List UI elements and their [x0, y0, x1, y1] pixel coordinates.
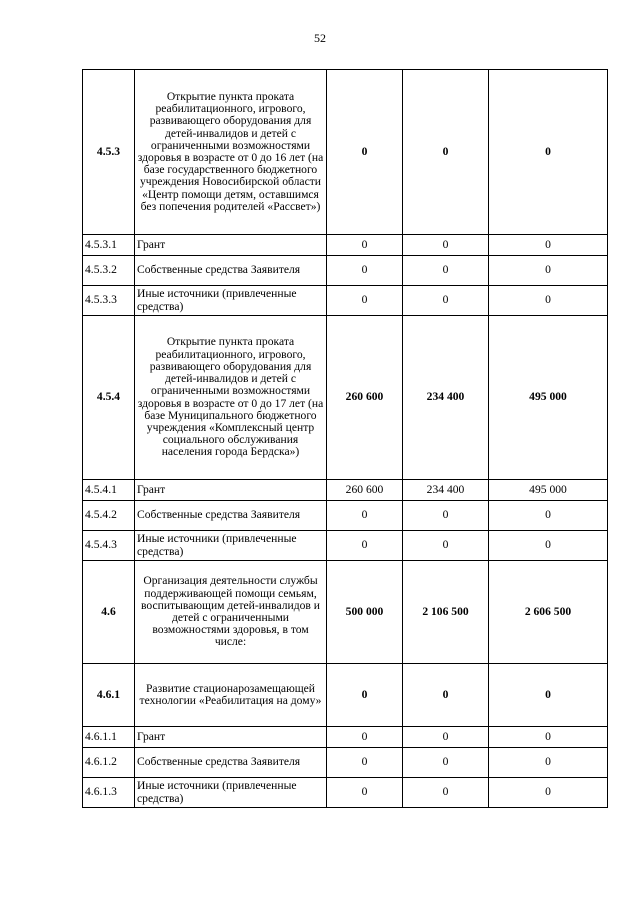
row-value-1: 0 [327, 286, 403, 316]
row-value-3: 495 000 [489, 316, 608, 480]
row-code: 4.6.1.1 [83, 727, 135, 748]
table-row [83, 664, 608, 727]
row-value-2: 0 [403, 727, 489, 748]
row-description: Грант [135, 727, 327, 748]
row-value-1: 0 [327, 778, 403, 808]
row-value-2: 0 [403, 501, 489, 531]
row-value-1: 260 600 [327, 480, 403, 501]
row-value-3: 495 000 [489, 480, 608, 501]
page-number: 52 [314, 31, 326, 45]
row-value-1: 0 [327, 748, 403, 778]
row-value-3: 0 [489, 748, 608, 778]
row-value-2: 0 [403, 664, 489, 727]
row-value-3: 0 [489, 501, 608, 531]
table-row [83, 256, 608, 286]
budget-table [82, 69, 608, 808]
table-row [83, 561, 608, 664]
table-row [83, 480, 608, 501]
row-value-2: 0 [403, 286, 489, 316]
table-row [83, 70, 608, 235]
row-value-3: 0 [489, 664, 608, 727]
row-value-2: 0 [403, 70, 489, 235]
row-value-2: 0 [403, 256, 489, 286]
row-description: Открытие пункта проката реабилитационного, игрового, развивающего оборудования для детей-инвалидов и детей с ограниченными возможностями здоровья в возрасте от 0 до 16 лет (на базе государственного бюджетного учреждения Новосибирской области «Центр помощи детям, оставшимся без попечения родителей «Рассвет») [135, 70, 327, 235]
row-code: 4.5.3 [83, 70, 135, 235]
row-value-3: 0 [489, 286, 608, 316]
row-value-2: 0 [403, 531, 489, 561]
row-description: Собственные средства Заявителя [135, 501, 327, 531]
row-description: Открытие пункта проката реабилитационного, игрового, развивающего оборудования для детей-инвалидов и детей с ограниченными возможностями здоровья в возрасте от 0 до 17 лет (на базе Муниципального бюджетного учреждения «Комплексный центр социального обслуживания населения города Бердска») [135, 316, 327, 480]
table-row [83, 778, 608, 808]
row-code: 4.6 [83, 561, 135, 664]
row-code: 4.5.4 [83, 316, 135, 480]
row-description: Организация деятельности службы поддерживающей помощи семьям, воспитывающим детей-инвалидов и детей с ограниченными возможностями здоровья, в том числе: [135, 561, 327, 664]
row-value-2: 234 400 [403, 316, 489, 480]
row-description: Развитие стационарозамещающей технологии «Реабилитация на дому» [135, 664, 327, 727]
table-row [83, 748, 608, 778]
row-value-3: 0 [489, 778, 608, 808]
row-value-2: 0 [403, 235, 489, 256]
row-code: 4.6.1.2 [83, 748, 135, 778]
table-row [83, 727, 608, 748]
row-description: Грант [135, 480, 327, 501]
row-value-2: 2 106 500 [403, 561, 489, 664]
table-row [83, 286, 608, 316]
row-value-1: 0 [327, 664, 403, 727]
row-description: Иные источники (привлеченные средства) [135, 531, 327, 561]
row-code: 4.5.3.3 [83, 286, 135, 316]
row-code: 4.5.3.1 [83, 235, 135, 256]
row-value-3: 0 [489, 235, 608, 256]
row-code: 4.6.1.3 [83, 778, 135, 808]
row-description: Иные источники (привлеченные средства) [135, 778, 327, 808]
row-code: 4.5.4.2 [83, 501, 135, 531]
row-value-1: 260 600 [327, 316, 403, 480]
row-value-2: 0 [403, 748, 489, 778]
row-value-3: 2 606 500 [489, 561, 608, 664]
row-value-1: 500 000 [327, 561, 403, 664]
row-value-1: 0 [327, 531, 403, 561]
table-row [83, 531, 608, 561]
table-row [83, 235, 608, 256]
row-value-1: 0 [327, 501, 403, 531]
row-value-1: 0 [327, 727, 403, 748]
row-value-1: 0 [327, 70, 403, 235]
row-code: 4.6.1 [83, 664, 135, 727]
row-value-2: 0 [403, 778, 489, 808]
row-code: 4.5.4.3 [83, 531, 135, 561]
row-value-3: 0 [489, 256, 608, 286]
row-value-1: 0 [327, 256, 403, 286]
row-description: Иные источники (привлеченные средства) [135, 286, 327, 316]
row-value-1: 0 [327, 235, 403, 256]
row-value-3: 0 [489, 70, 608, 235]
row-value-3: 0 [489, 727, 608, 748]
row-value-3: 0 [489, 531, 608, 561]
row-description: Собственные средства Заявителя [135, 748, 327, 778]
row-value-2: 234 400 [403, 480, 489, 501]
row-description: Собственные средства Заявителя [135, 256, 327, 286]
row-description: Грант [135, 235, 327, 256]
row-code: 4.5.4.1 [83, 480, 135, 501]
row-code: 4.5.3.2 [83, 256, 135, 286]
table-row [83, 316, 608, 480]
table-row [83, 501, 608, 531]
